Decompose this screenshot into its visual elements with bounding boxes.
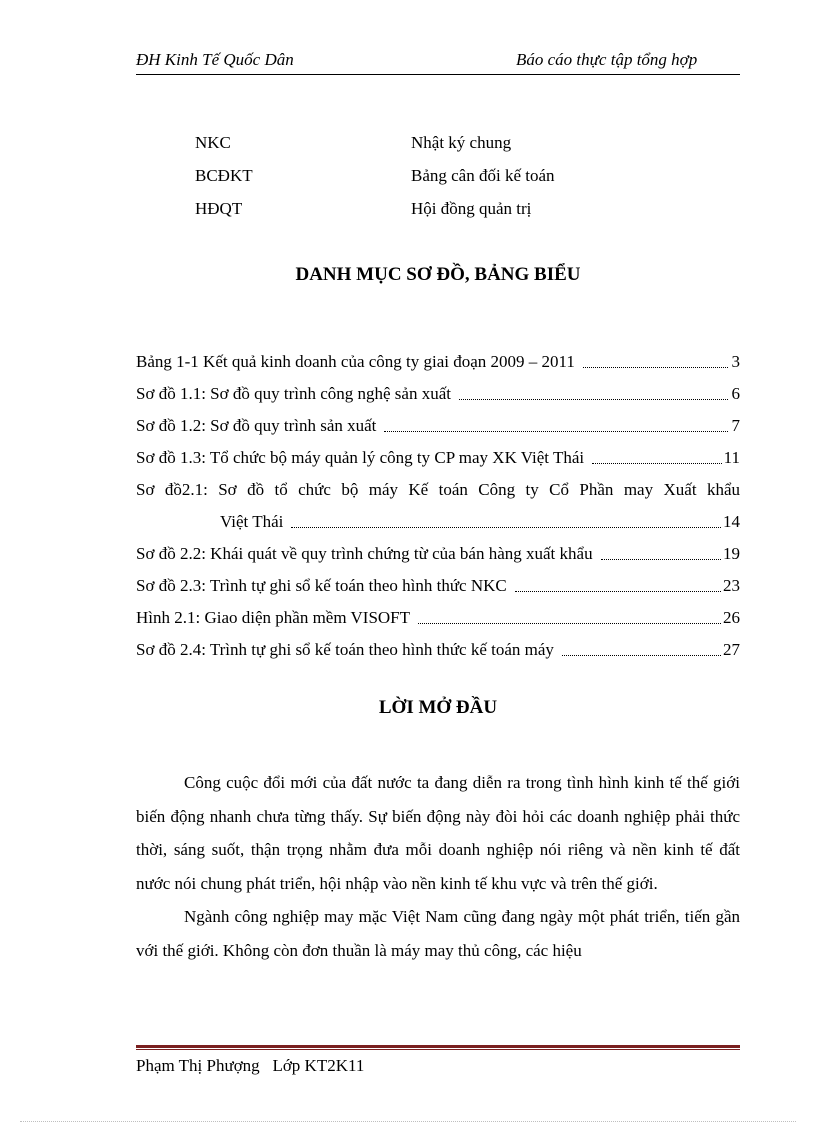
toc-entry[interactable] <box>136 596 740 628</box>
toc-entry-page: 6 <box>731 384 740 403</box>
table-of-figures <box>136 340 740 660</box>
header-university: ĐH Kinh Tế Quốc Dân <box>136 50 294 69</box>
dot-leader <box>601 558 721 560</box>
intro-body <box>136 766 740 967</box>
dot-leader <box>291 526 721 528</box>
toc-entry-label: Sơ đồ2.1: Sơ đồ tổ chức bộ máy Kế toán Công ty Cổ Phần may Xuất khẩu <box>136 480 740 499</box>
dot-leader <box>562 654 721 656</box>
abbreviation-code: BCĐKT <box>195 166 253 185</box>
page-bottom-edge <box>20 1121 796 1122</box>
toc-entry-label: Sơ đồ 1.1: Sơ đồ quy trình công nghệ sản xuất <box>136 384 451 403</box>
toc-entry-label: Bảng 1-1 Kết quả kinh doanh của công ty giai đoạn 2009 – 2011 <box>136 352 575 371</box>
dot-leader <box>459 398 728 400</box>
abbreviation-row <box>195 199 715 232</box>
toc-title: DANH MỤC SƠ ĐỒ, BẢNG BIỂU <box>295 264 581 285</box>
dot-leader <box>583 366 728 368</box>
footer-author: Phạm Thị Phượng <box>136 1056 260 1075</box>
abbreviation-code: HĐQT <box>195 199 243 218</box>
toc-entry-page: 23 <box>723 576 740 595</box>
toc-entry[interactable] <box>136 532 740 564</box>
toc-entry-page: 11 <box>723 448 740 467</box>
toc-entry-label: Sơ đồ 1.3: Tổ chức bộ máy quản lý công ty CP may XK Việt Thái <box>136 448 585 467</box>
toc-entry[interactable] <box>136 340 740 372</box>
dot-leader <box>384 430 728 432</box>
toc-entry-continuation[interactable] <box>136 500 740 532</box>
toc-entry-label-continuation: Việt Thái <box>220 512 284 531</box>
toc-entry-label: Sơ đồ 2.2: Khái quát về quy trình chứng từ của bán hàng xuất khẩu <box>136 544 593 563</box>
abbreviation-meaning: Bảng cân đối kế toán <box>411 166 555 185</box>
footer-rule <box>136 1049 740 1050</box>
intro-paragraph: Ngành công nghiệp may mặc Việt Nam cũng đang ngày một phát triển, tiến gần với thế giới. Không còn đơn thuần là máy may thủ công, các hiệu <box>136 907 740 960</box>
footer-rule <box>136 1045 740 1048</box>
abbreviation-list <box>195 133 715 232</box>
toc-entry-label: Sơ đồ 1.2: Sơ đồ quy trình sản xuất <box>136 416 377 435</box>
abbreviation-meaning: Hội đồng quản trị <box>411 199 532 218</box>
toc-entry[interactable] <box>136 564 740 596</box>
toc-entry[interactable] <box>136 468 740 500</box>
toc-entry[interactable] <box>136 436 740 468</box>
abbreviation-meaning: Nhật ký chung <box>411 133 512 152</box>
toc-entry-page: 26 <box>723 608 740 627</box>
abbreviation-row <box>195 166 715 199</box>
intro-paragraph: Công cuộc đổi mới của đất nước ta đang diễn ra trong tình hình kinh tế thế giới biến động nhanh chưa từng thấy. Sự biến động này đòi hỏi các doanh nghiệp phải thức thời, sáng suốt, thận trọng nhằm đưa mỗi doanh nghiệp nói riêng và nền kinh tế đất nước nói chung phát triển, hội nhập vào nền kinh tế khu vực và trên thế giới. <box>136 773 740 893</box>
header-report-title: Báo cáo thực tập tổng hợp <box>516 50 698 69</box>
footer-class: Lớp KT2K11 <box>272 1056 365 1075</box>
toc-entry-label: Sơ đồ 2.3: Trình tự ghi sổ kế toán theo hình thức NKC <box>136 576 507 595</box>
toc-entry[interactable] <box>136 628 740 660</box>
toc-entry-label: Sơ đồ 2.4: Trình tự ghi sổ kế toán theo hình thức kế toán máy <box>136 640 554 659</box>
toc-entry-page: 27 <box>723 640 740 659</box>
page-footer <box>136 1056 364 1076</box>
toc-entry[interactable] <box>136 404 740 436</box>
toc-entry-page: 7 <box>731 416 740 435</box>
toc-entry-page: 14 <box>723 512 740 531</box>
dot-leader <box>515 590 721 592</box>
toc-entry[interactable] <box>136 372 740 404</box>
toc-entry-page: 19 <box>723 544 740 563</box>
toc-entry-label: Hình 2.1: Giao diện phần mềm VISOFT <box>136 608 411 627</box>
abbreviation-code: NKC <box>195 133 231 152</box>
abbreviation-row <box>195 133 715 166</box>
intro-title: LỜI MỞ ĐẦU <box>378 697 498 718</box>
dot-leader <box>592 462 721 464</box>
dot-leader <box>418 622 721 624</box>
toc-entry-page: 3 <box>731 352 740 371</box>
page-header <box>136 46 740 75</box>
